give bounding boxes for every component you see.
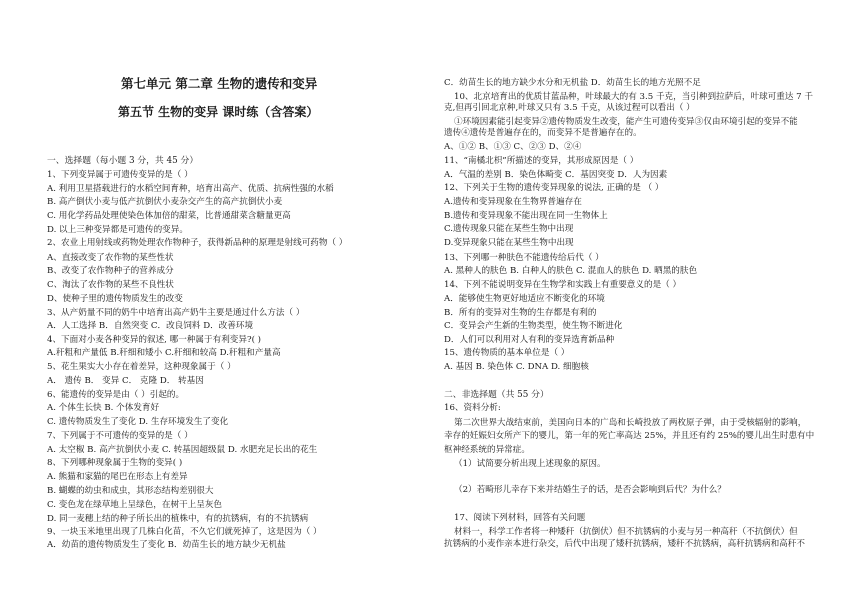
left-column-line: A. 个体生长快 B. 个体发育好 [47, 403, 160, 413]
left-column-line: C、淘汰了农作物的某些不良性状 [47, 280, 174, 290]
left-column-line: A．人工选择 B．自然突变 C．改良饲料 D．改善环境 [47, 321, 254, 331]
right-column-line: ①环境因素能引起变异②遗传物质发生改变，能产生可遗传变异③仅由环境引起的变异不能 [454, 117, 798, 127]
left-column-line: 7、下列属于不可遗传的变异的是（ ） [47, 431, 193, 441]
right-column-line: A.遗传和变异现象在生物界普遍存在 [444, 197, 582, 207]
right-column-line: A、①② B、①③ C、②③ D、②④ [444, 142, 582, 152]
left-column-line: 1、下列变异属于可遗传变异的是（ ） [47, 170, 193, 180]
left-column-line: D. 以上三种变异都是可遗传的变异。 [47, 225, 188, 235]
left-column-line: A．幼苗的遗传物质发生了变化 B．幼苗生长的地方缺少无机盐 [47, 540, 286, 550]
page-title: 第七单元 第二章 生物的遗传和变异 [121, 76, 318, 91]
left-column-line: 4、下面对小麦各种变异的叙述, 哪一种属于有利变异?( ) [47, 335, 262, 345]
left-column-line: B. 高产倒伏小麦与低产抗倒伏小麦杂交产生的高产抗倒伏小麦 [47, 197, 283, 207]
left-column-line: A. 利用卫星搭载进行的水稻空间育种，培育出高产、优质、抗病性强的水稻 [47, 184, 334, 194]
right-column-line: （2）若畸形儿幸存下来并结婚生子的话，是否会影响到后代？为什么？ [454, 485, 726, 495]
right-column-line: 幸存的妊娠妇女所产下的婴儿，第一年的死亡率高达 25%，并且还有约 25%的婴儿出生时患有中 [444, 431, 815, 441]
right-column-line: 15、遗传物质的基本单位是（ ） [444, 348, 570, 358]
right-column-line: 遗传④遗传是普遍存在的，而变异不是普遍存在的。 [444, 128, 642, 138]
right-column-line: 第二次世界大战结束前，美国向日本的广岛和长崎投放了两枚原子弹，由于受核辐射的影响， [454, 418, 807, 428]
right-column-line: C.遗传现象只能在某些生物中出现 [444, 224, 574, 234]
left-column-line: D、使种子里的遗传物质发生的改变 [47, 294, 183, 304]
right-column-line: 13、下列哪一种肤色不能遗传给后代（ ） [444, 253, 604, 263]
left-column-line: A. 熊猫和家猫的尾巴在形态上有差异 [47, 472, 188, 482]
right-column-line: 枢神经系统的异常症。 [444, 445, 530, 455]
left-column-line: A. 太空椒 B. 高产抗倒伏小麦 C. 转基因超级鼠 D. 水肥充足长出的花生 [47, 445, 318, 455]
right-column-line: 克,但再引回北京种,叶球又只有 3.5 千克，从该过程可以看出（ ） [444, 103, 695, 113]
right-column-line: 17、阅读下列材料，回答有关问题 [454, 513, 586, 523]
page-subtitle: 第五节 生物的变异 课时练（含答案） [118, 105, 319, 119]
left-column-line: C. 遗传物质发生了变化 D. 生存环境发生了变化 [47, 417, 229, 427]
left-column-line: A． 遗传 B． 变异 C． 克隆 D． 转基因 [47, 376, 204, 386]
left-column-line: D. 同一麦穗上结的种子所长出的植株中，有的抗锈病，有的不抗锈病 [47, 514, 309, 524]
right-column-line: 14、下列不能说明变异在生物学和实践上有重要意义的是（ ） [444, 280, 682, 290]
right-column-line: A. 黑种人的肤色 B. 白种人的肤色 C. 混血人的肤色 D. 晒黑的肤色 [444, 266, 698, 276]
left-column-line: 5、花生果实大小存在着差异，这种现象属于（ ） [47, 362, 236, 372]
left-column-line: B. 蝴蝶的幼虫和成虫，其形态结构差别很大 [47, 486, 214, 496]
right-column-line: C．幼苗生长的地方缺少水分和无机盐 D．幼苗生长的地方光照不足 [444, 78, 701, 88]
left-column-line: 一、选择题（每小题 3 分，共 45 分） [47, 156, 199, 166]
left-column-line: 8、下列哪种现象属于生物的变异( ) [47, 458, 183, 468]
left-column-line: 6、能遗传的变异是由（ ）引起的。 [47, 390, 185, 400]
right-column-line: D．人们可以利用对人有利的变异选育新品种 [444, 335, 615, 345]
left-column-line: C. 用化学药品处理使染色体加倍的甜菜，比普通甜菜含糖量更高 [47, 211, 291, 221]
right-column-line: B．所有的变异对生物的生存都是有利的 [444, 308, 597, 318]
right-column-line: C．变异会产生新的生物类型，使生物不断进化 [444, 321, 623, 331]
right-column-line: 抗锈病的小麦作亲本进行杂交，后代中出现了矮秆抗锈病，矮秆不抗锈病，高秆抗锈病和高秆不 [444, 539, 805, 549]
right-column-line: 10、北京培育出的优质甘蓝品种，叶球最大的有 3.5 千克，当引种到拉萨后，叶球可重达 7 千 [454, 92, 813, 102]
right-column-line: 材料一，科学工作者将一种矮秆（抗倒伏）但不抗锈病的小麦与另一种高秆（不抗倒伏）但 [454, 527, 798, 537]
left-column-line: 3、从产奶量不同的奶牛中培育出高产奶牛主要是通过什么方法（ ） [47, 308, 305, 318]
left-column-line: A、直接改变了农作物的某些性状 [47, 253, 174, 263]
right-column-line: （1）试简要分析出现上述现象的原因。 [454, 459, 606, 469]
left-column-line: B、改变了农作物种子的营养成分 [47, 266, 174, 276]
right-column-line: A．能够使生物更好地适应不断变化的环境 [444, 294, 605, 304]
right-column-line: A. 基因 B. 染色体 C. DNA D. 细胞核 [444, 362, 589, 372]
right-column-line: B.遗传和变异现象不能出现在同一生物体上 [444, 211, 608, 221]
right-column-line: 11、“南橘北枳”所描述的变异，其形成原因是（ ） [444, 156, 639, 166]
left-column-line: C. 变色龙在绿草地上呈绿色，在树干上呈灰色 [47, 500, 223, 510]
left-column-line: 2、农业上用射线或药物处理农作物种子，获得新品种的原理是射线可药物（ ） [47, 238, 348, 248]
left-column-line: A.秆粗和产量低 B.秆细和矮小 C.秆细和较高 D.秆粗和产量高 [47, 348, 281, 358]
right-column-line: D.变异现象只能在某些生物中出现 [444, 238, 574, 248]
right-column-line: 二、非选择题（共 55 分） [444, 390, 549, 400]
right-column-line: A．气温的差别 B．染色体畸变 C．基因突变 D．人为因素 [444, 170, 668, 180]
right-column-line: 12、下列关于生物的遗传变异现象的说法, 正确的是 （ ） [444, 183, 664, 193]
right-column-line: 16、资料分析: [444, 403, 501, 413]
left-column-line: 9、一块玉米地里出现了几株白化苗，不久它们就死掉了，这是因为（ ） [47, 527, 322, 537]
